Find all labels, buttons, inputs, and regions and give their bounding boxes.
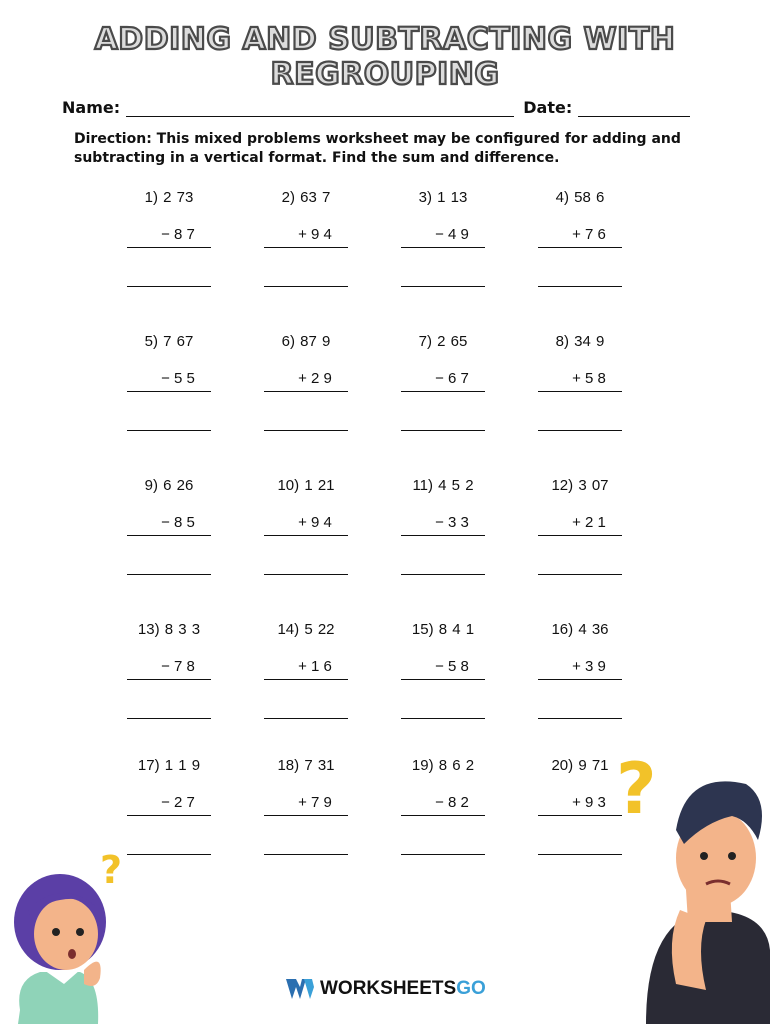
answer-line[interactable]: [538, 574, 622, 575]
operation-line: [538, 535, 622, 536]
answer-line[interactable]: [264, 718, 348, 719]
problem-7: [383, 333, 523, 453]
problem-operand: − 7 8: [161, 658, 195, 675]
operation-line: [127, 391, 211, 392]
brand-text-worksheets: WORKSHEETS: [320, 978, 457, 999]
answer-line[interactable]: [401, 718, 485, 719]
problem-operand: − 6 7: [435, 370, 469, 387]
problem-number: 11) 4 5 2: [412, 477, 474, 494]
problem-operand: − 8 7: [161, 226, 195, 243]
problem-14: [246, 621, 386, 741]
problem-5: [109, 333, 249, 453]
operation-line: [127, 535, 211, 536]
problem-operand: − 5 5: [161, 370, 195, 387]
problem-number: 7) 2 65: [418, 333, 468, 350]
answer-line[interactable]: [538, 718, 622, 719]
problem-operand: − 8 2: [435, 794, 469, 811]
problem-number: 17) 1 1 9: [137, 757, 201, 774]
operation-line: [264, 247, 348, 248]
brand-text-go: GO: [456, 978, 486, 999]
operation-line: [264, 391, 348, 392]
direction-text: Direction: This mixed problems worksheet may be configured for adding and subtracting in a vertical format. Find the sum and difference.: [74, 131, 681, 166]
operation-line: [401, 535, 485, 536]
problem-18: [246, 757, 386, 877]
answer-line[interactable]: [401, 286, 485, 287]
operation-line: [538, 247, 622, 248]
problem-number: 3) 1 13: [418, 189, 468, 206]
operation-line: [538, 815, 622, 816]
problem-operand: + 2 1: [572, 514, 606, 531]
date-label: Date:: [523, 98, 573, 117]
operation-line: [264, 815, 348, 816]
problem-operand: + 5 8: [572, 370, 606, 387]
operation-line: [401, 391, 485, 392]
problem-15: [383, 621, 523, 741]
problem-9: [109, 477, 249, 597]
problem-number: 14) 5 22: [277, 621, 335, 638]
problem-operand: + 3 9: [572, 658, 606, 675]
answer-line[interactable]: [264, 286, 348, 287]
name-label: Name:: [62, 98, 121, 117]
operation-line: [127, 679, 211, 680]
problem-number: 15) 8 4 1: [411, 621, 475, 638]
problem-number: 4) 58 6: [555, 189, 605, 206]
problem-13: [109, 621, 249, 741]
answer-line[interactable]: [538, 430, 622, 431]
worksheetsgo-logo-icon: [286, 979, 314, 999]
problem-number: 16) 4 36: [551, 621, 609, 638]
answer-line[interactable]: [401, 430, 485, 431]
problem-number: 13) 8 3 3: [137, 621, 201, 638]
problem-2: [246, 189, 386, 309]
problem-12: [520, 477, 660, 597]
answer-line[interactable]: [127, 574, 211, 575]
operation-line: [127, 815, 211, 816]
question-mark-icon-large: ?: [616, 748, 657, 830]
problem-number: 6) 87 9: [281, 333, 331, 350]
problem-operand: − 5 8: [435, 658, 469, 675]
problem-3: [383, 189, 523, 309]
problem-operand: + 9 3: [572, 794, 606, 811]
operation-line: [264, 679, 348, 680]
answer-line[interactable]: [401, 854, 485, 855]
answer-line[interactable]: [264, 430, 348, 431]
problem-number: 1) 2 73: [144, 189, 194, 206]
problem-operand: + 7 9: [298, 794, 332, 811]
problem-16: [520, 621, 660, 741]
answer-line[interactable]: [127, 286, 211, 287]
operation-line: [538, 391, 622, 392]
problem-4: [520, 189, 660, 309]
problem-8: [520, 333, 660, 453]
problem-operand: − 3 3: [435, 514, 469, 531]
problem-number: 19) 8 6 2: [411, 757, 475, 774]
operation-line: [401, 247, 485, 248]
answer-line[interactable]: [127, 430, 211, 431]
answer-line[interactable]: [401, 574, 485, 575]
problem-number: 2) 63 7: [281, 189, 331, 206]
problem-operand: − 8 5: [161, 514, 195, 531]
operation-line: [401, 815, 485, 816]
problem-operand: − 4 9: [435, 226, 469, 243]
problem-operand: + 9 4: [298, 226, 332, 243]
answer-line[interactable]: [127, 718, 211, 719]
answer-line[interactable]: [127, 854, 211, 855]
problem-operand: + 7 6: [572, 226, 606, 243]
problem-10: [246, 477, 386, 597]
question-mark-icon-small: ?: [100, 848, 123, 892]
worksheet-title: ADDING AND SUBTRACTING WITH REGROUPING: [94, 22, 676, 92]
operation-line: [264, 535, 348, 536]
answer-line[interactable]: [538, 854, 622, 855]
problem-number: 9) 6 26: [144, 477, 194, 494]
problem-number: 10) 1 21: [277, 477, 335, 494]
answer-line[interactable]: [264, 574, 348, 575]
footer-brand: [286, 976, 486, 1002]
problem-operand: + 1 6: [298, 658, 332, 675]
problem-operand: + 2 9: [298, 370, 332, 387]
operation-line: [401, 679, 485, 680]
problem-19: [383, 757, 523, 877]
problem-11: [383, 477, 523, 597]
answer-line[interactable]: [264, 854, 348, 855]
operation-line: [538, 679, 622, 680]
problem-6: [246, 333, 386, 453]
operation-line: [127, 247, 211, 248]
problem-number: 18) 7 31: [277, 757, 335, 774]
problem-1: [109, 189, 249, 309]
problem-number: 5) 7 67: [144, 333, 194, 350]
problem-number: 8) 34 9: [555, 333, 605, 350]
problem-operand: − 2 7: [161, 794, 195, 811]
problem-17: [109, 757, 249, 877]
problem-number: 20) 9 71: [551, 757, 609, 774]
answer-line[interactable]: [538, 286, 622, 287]
problem-number: 12) 3 07: [551, 477, 609, 494]
problem-operand: + 9 4: [298, 514, 332, 531]
